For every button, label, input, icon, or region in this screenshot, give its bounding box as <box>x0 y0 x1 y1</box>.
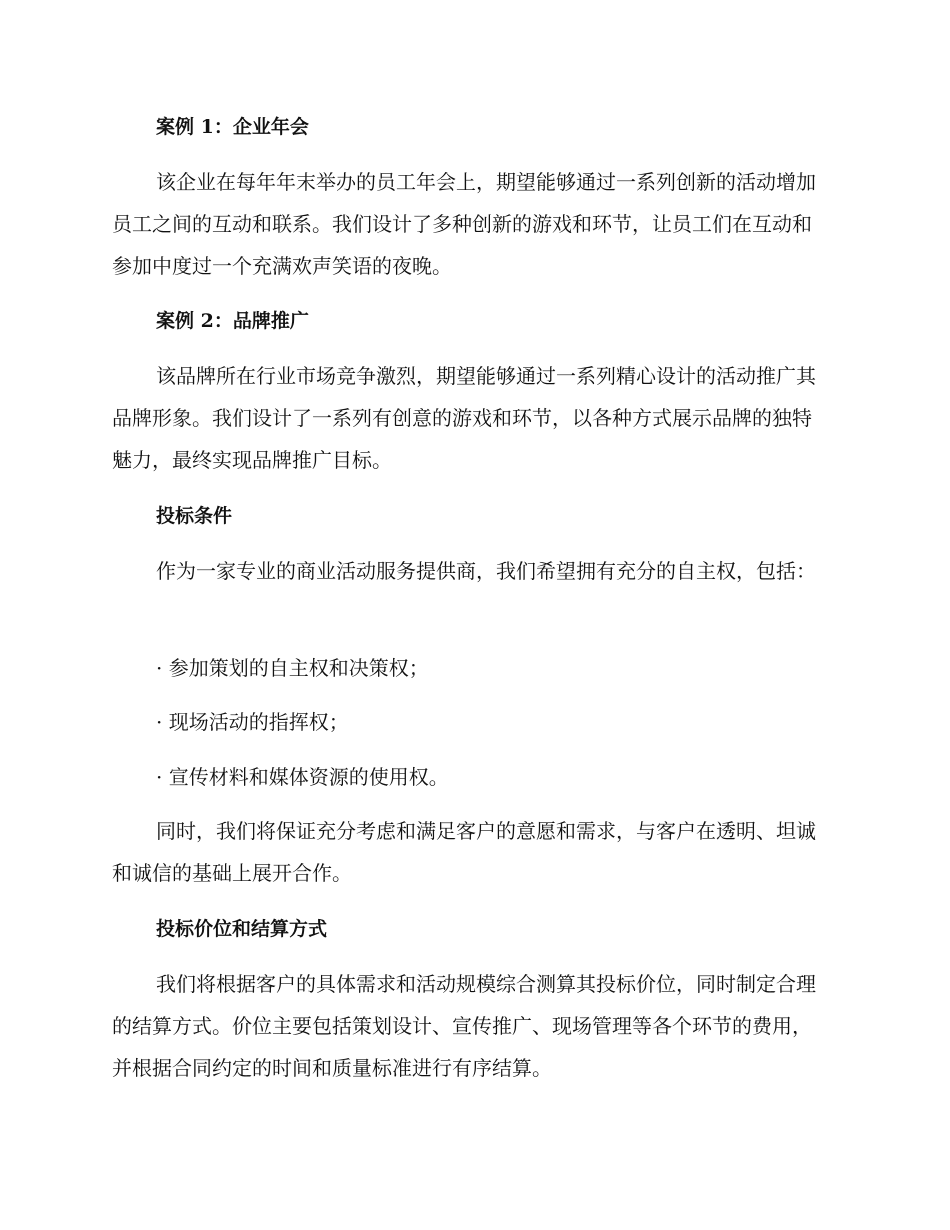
case1-body: 该企业在每年年末举办的员工年会上，期望能够通过一系列创新的活动增加员工之间的互动和联系。我们设计了多种创新的游戏和环节，让员工们在互动和参加中度过一个充满欢声笑语的夜晚。 <box>112 170 816 278</box>
conditions-closing: 同时，我们将保证充分考虑和满足客户的意愿和需求，与客户在透明、坦诚和诚信的基础上展开合作。 <box>112 819 816 885</box>
pricing-body: 我们将根据客户的具体需求和活动规模综合测算其投标价位，同时制定合理的结算方式。价位主要包括策划设计、宣传推广、现场管理等各个环节的费用，并根据合同约定的时间和质量标准进行有序结算。 <box>112 972 816 1080</box>
case2-heading: 案例 2：品牌推广 <box>156 310 309 332</box>
conditions-heading: 投标条件 <box>156 505 233 527</box>
conditions-list-item: · 参加策划的自主权和决策权； <box>156 656 429 680</box>
case1-heading: 案例 1：企业年会 <box>156 116 309 138</box>
pricing-heading: 投标价位和结算方式 <box>156 918 328 940</box>
conditions-intro: 作为一家专业的商业活动服务提供商，我们希望拥有充分的自主权，包括： <box>156 559 816 583</box>
conditions-list-item: · 现场活动的指挥权； <box>156 710 349 734</box>
conditions-list-item: · 宣传材料和媒体资源的使用权。 <box>156 765 449 789</box>
case2-body: 该品牌所在行业市场竞争激烈，期望能够通过一系列精心设计的活动推广其品牌形象。我们设计了一系列有创意的游戏和环节，以各种方式展示品牌的独特魅力，最终实现品牌推广目标。 <box>112 364 816 472</box>
